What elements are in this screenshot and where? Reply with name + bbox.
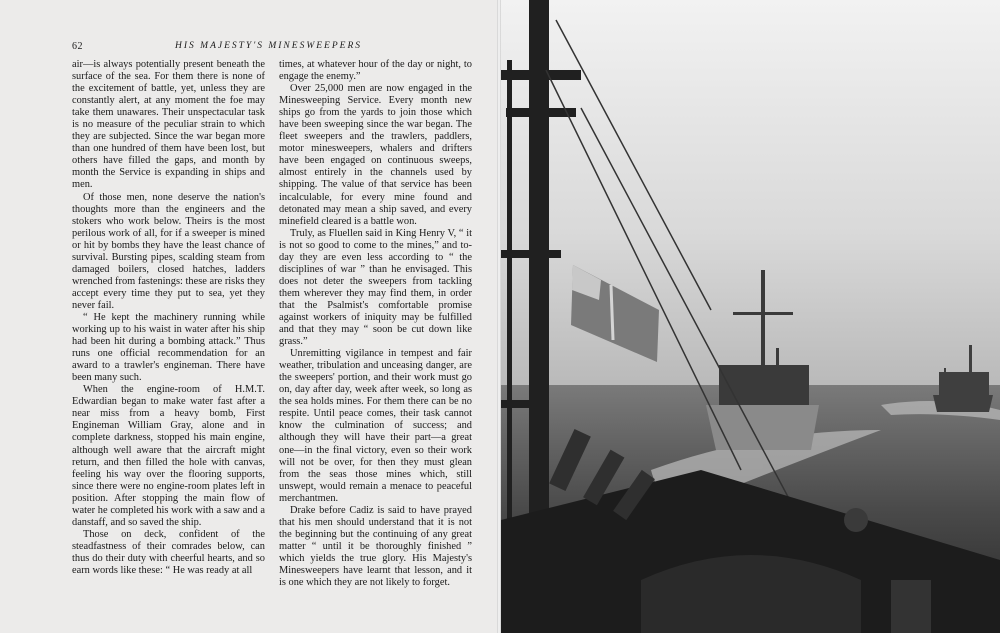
paragraph: air—is always potentially present beneath the surface of the sea. For them there is none of the excitement of battle, yet, unless they are constantly alert, at any moment the foe may take them unawares. Their unspectacular task is no measure of the peculiar strain to which they are subjected. Since the war began more than one hundred of them have been lost, but others have filled the gaps, and month by month the Service is expanding in ships and men. xyxy=(72,59,265,191)
photograph-icon xyxy=(501,0,1000,633)
paragraph: times, at whatever hour of the day or night, to engage the enemy.” xyxy=(279,59,472,83)
paragraph: Drake before Cadiz is said to have prayed that his men should understand that it is not the beginning but the continuing of any great matter “ until it be thoroughly finished ” which yields the true glory. His Majesty's Minesweepers have learnt that lesson, and it is one which they are not likely to forget. xyxy=(279,504,472,589)
page-number: 62 xyxy=(72,41,83,52)
paragraph: Unremitting vigilance in tempest and fair weather, tribulation and unceasing danger, are the sweepers' portion, and their work must go on, day after day, week after week, so long as the sea holds mines. For them there can be no respite. Until peace comes, their task cannot know the culmination of success; and although they will have their part—a great one—in the final victory, even so their work will not be over, for then they must glean from the seas those mines which, still unswept, would remain a menace to peaceful merchantmen. xyxy=(279,348,472,504)
text-column-right xyxy=(279,59,472,589)
paragraph: Truly, as Fluellen said in King Henry V, “ it is not so good to come to the mines,” and to-day they are even less according to “ the disciplines of war ” than he envisaged. This does not deter the sweepers from tackling them wherever they may find them, in order that the Psalmist's comfortable promise against workers of iniquity may be fulfilled and that they may “ soon be cut down like grass.” xyxy=(279,227,472,348)
text-column-left xyxy=(72,59,265,577)
running-head: HIS MAJESTY'S MINESWEEPERS xyxy=(175,41,363,51)
right-page-photograph xyxy=(501,0,1000,633)
paragraph: When the engine-room of H.M.T. Edwardian began to make water fast after a near miss from a heavy bomb, First Engineman William Gray, alone and in complete darkness, stopped his main engine, although well aware that the aircraft might return, and then filled the hole with canvas, feeling his way over the flooring supports, since there were no engine-room plates left in position. After stopping the main flow of water he completed his work with a saw and a danstaff, and so saved the ship. xyxy=(72,384,265,528)
paragraph: “ He kept the machinery running while working up to his waist in water after his ship had been hit during a bombing attack.” Thus runs one official recommendation for an award to a trawler's engineman. There have been many such. xyxy=(72,311,265,384)
paragraph: Those on deck, confident of the steadfastness of their comrades below, can thus do their duty with cheerful hearts, and so earn words like these: “ He was ready at all xyxy=(72,528,265,576)
paragraph: Of those men, none deserve the nation's thoughts more than the engineers and the stokers who work below. Theirs is the most perilous work of all, for if a sweeper is mined or hit by bombs they have the least chance of survival. Bursting pipes, scalding steam from damaged boilers, closed hatches, ladders wrenched from fastenings: these are risks they accept every time they put to sea, yet they never fail. xyxy=(72,191,265,311)
paragraph: Over 25,000 men are now engaged in the Minesweeping Service. Every month new ships go from the yards to join those which have been sweeping since the war began. The fleet sweepers and the trawlers, paddlers, motor minesweepers, whalers and drifters have been engaged on continuous sweeps, almost entirely in the channels used by shipping. The value of that service has been incalculable, for every mine found and detonated may mean a ship saved, and every minefield cleared is a battle won. xyxy=(279,83,472,227)
